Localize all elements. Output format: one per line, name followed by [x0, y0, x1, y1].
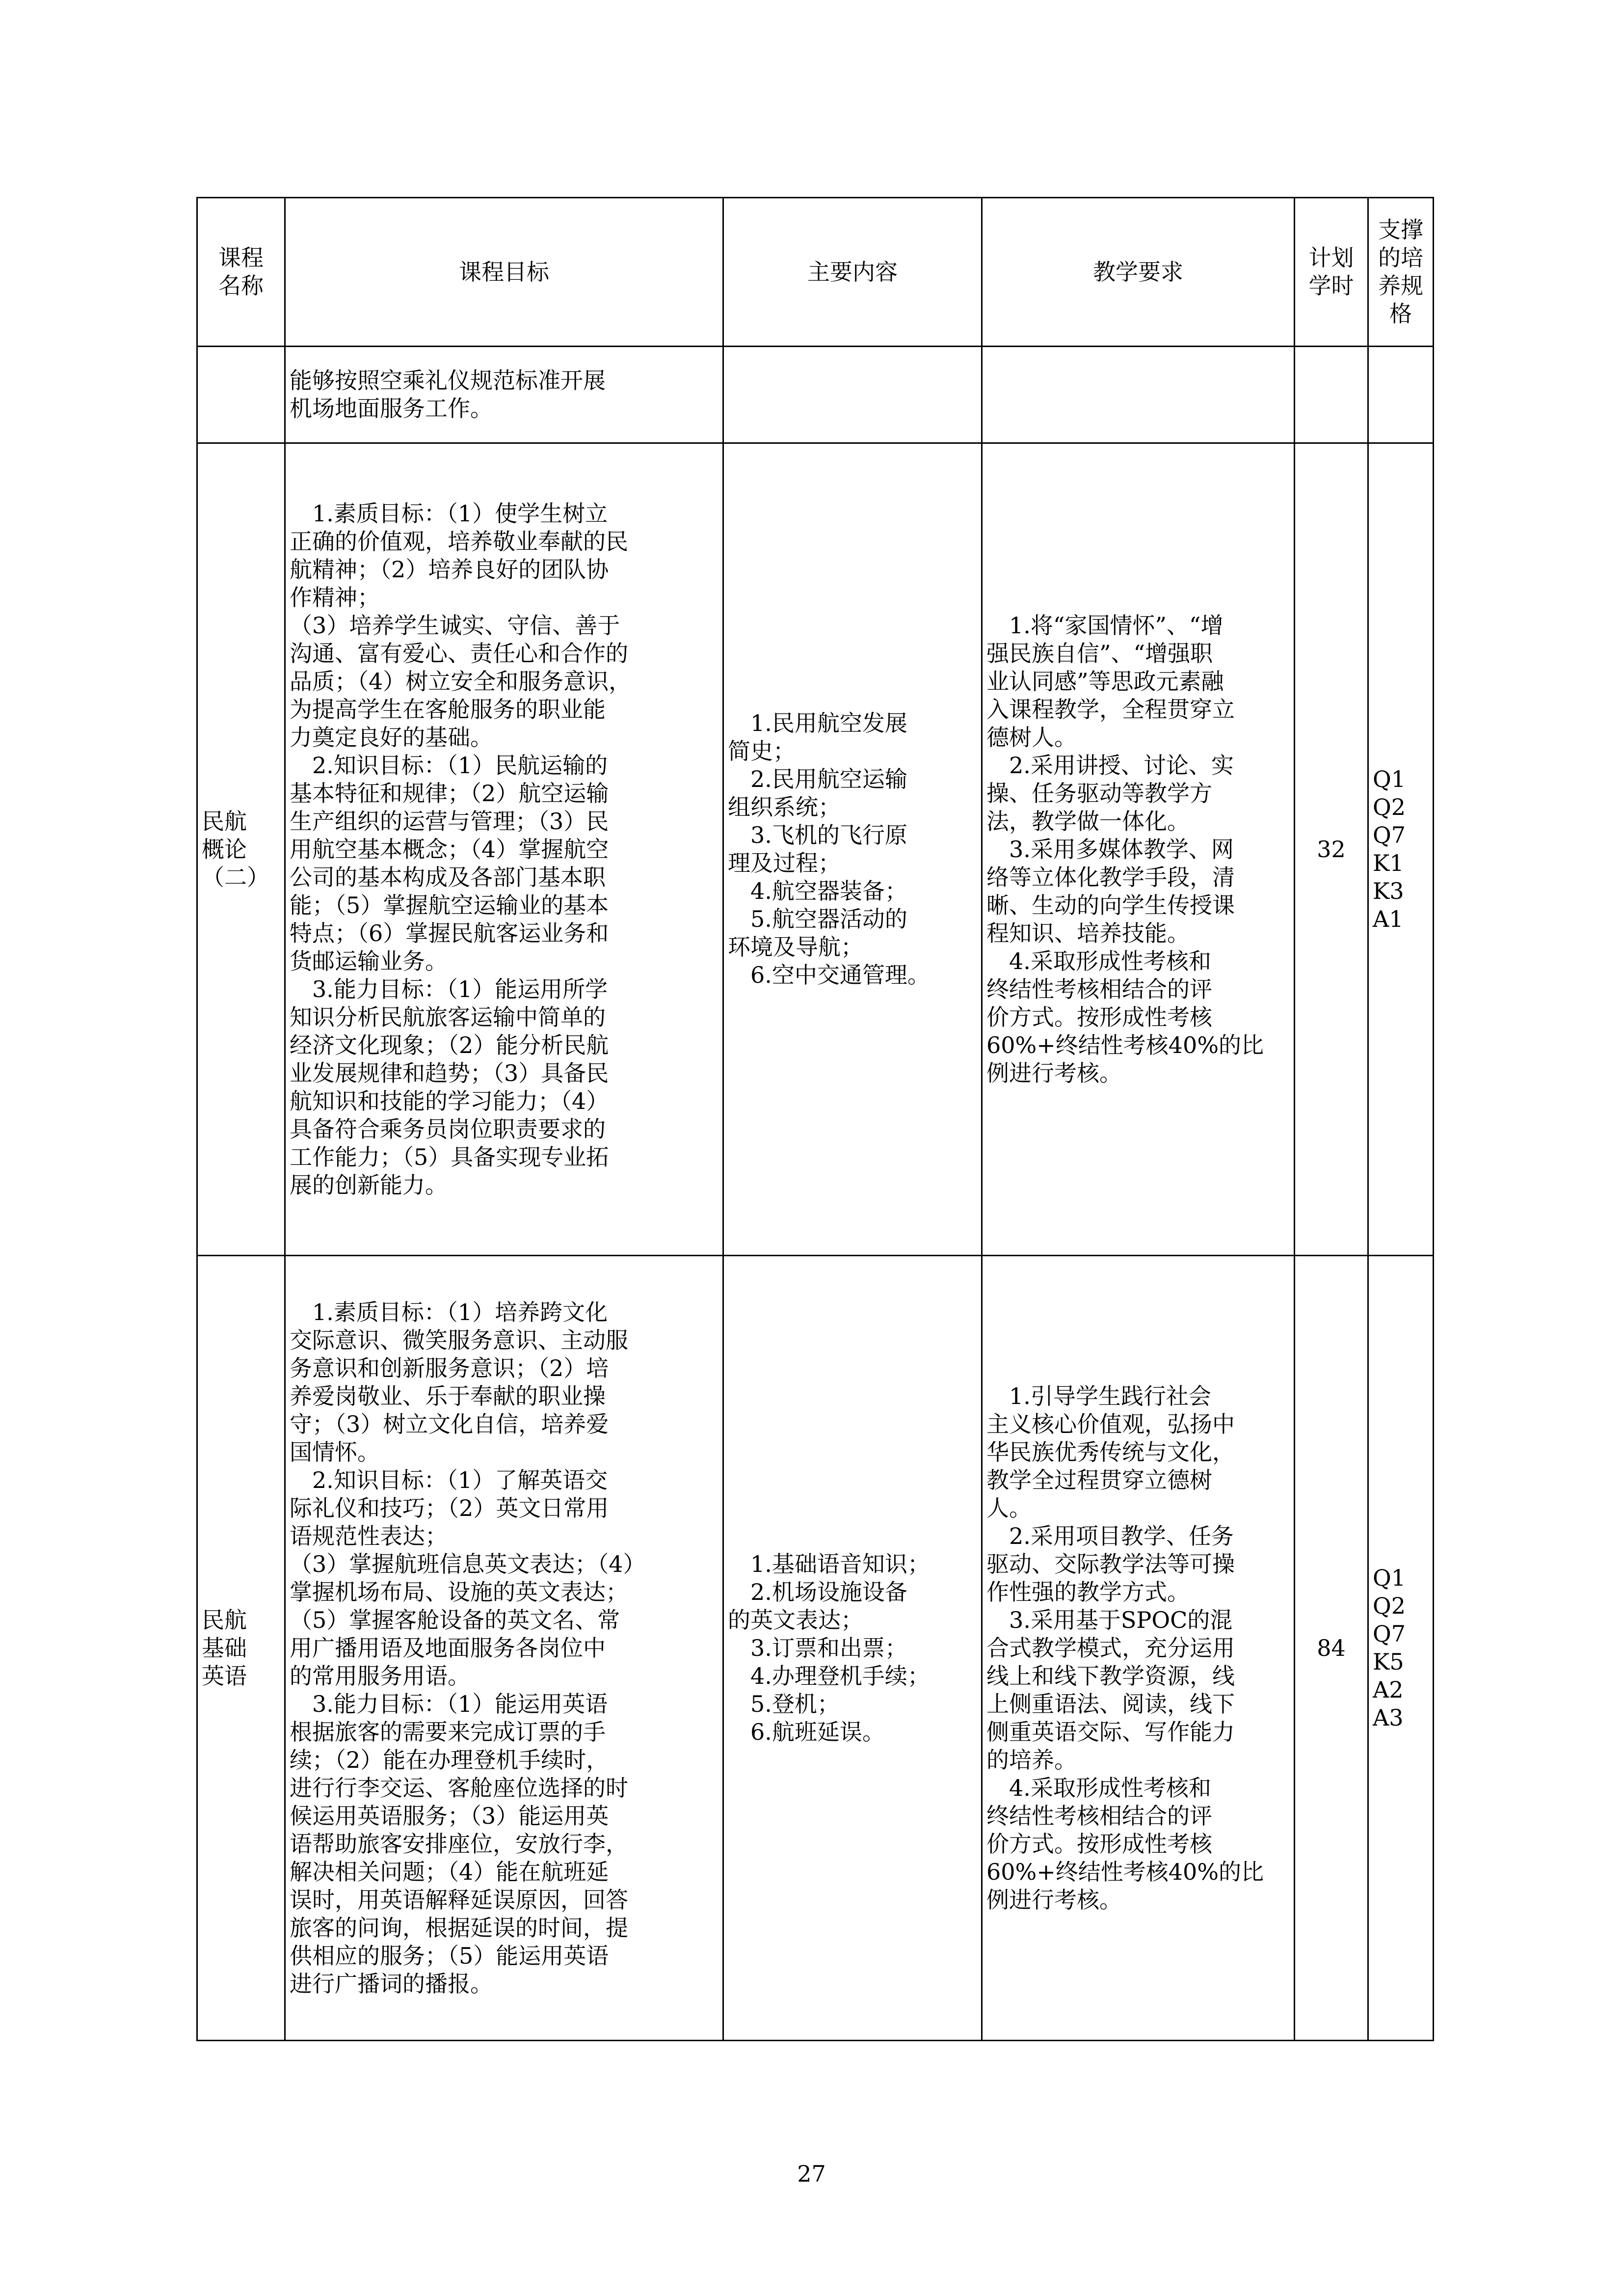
course-goal-cell: 1.素质目标：（1）使学生树立 正确的价值观，培养敬业奉献的民 航精神；（2）培养良好的团队协 作精神； （3）培养学生诚实、守信、善于 沟通、富有爱心、责任心和合作的 品质；（4）树立安全和服务意识， 为提高学生在客舱服务的职业能 力奠定良好的基础。 2.知识目标：（1）民航运输的 基本特征和规律；（2）航空运输 生产组织的运营与管理；（3）民 用航空基本概念；（4）掌握航空 公司的基本构成及各部门基本职 能；（5）掌握航空运输业的基本 特点；（6）掌握民航客运业务和 货邮运输业务。 3.能力目标：（1）能运用所学 知识分析民航旅客运输中简单的 经济文化现象；（2）能分析民航 业发展规律和趋势；（3）具备民 航知识和技能的学习能力；（4） 具备符合乘务员岗位职责要求的 工作能力；（5）具备实现专业拓 展的创新能力。	[285, 443, 723, 1256]
course-name-cell: 民航 概论 （二）	[197, 443, 285, 1256]
continuation-row	[197, 347, 1434, 443]
header-row	[197, 198, 1434, 347]
course-name-cell: 民航 基础 英语	[197, 1256, 285, 2041]
supported-specs-cell: Q1 Q2 Q7 K5 A2 A3	[1368, 1256, 1434, 2041]
curriculum-table	[196, 197, 1434, 2041]
planned-hours-cell: 84	[1295, 1256, 1368, 2041]
header-supported-specs: 支撑 的培 养规 格	[1368, 198, 1434, 347]
continuation-content-cell	[723, 347, 982, 443]
header-teaching-requirements: 教学要求	[982, 198, 1295, 347]
teaching-requirements-cell: 1.将“家国情怀”、“增 强民族自信”、“增强职 业认同感”等思政元素融 入课程教学，全程贯穿立 德树人。 2.采用讲授、讨论、实 操、任务驱动等教学方 法，教学做一体化。 3.采用多媒体教学、网 络等立体化教学手段，清 晰、生动的向学生传授课 程知识、培养技能。 4.采取形成性考核和 终结性考核相结合的评 价方式。按形成性考核 60%+终结性考核40%的比 例进行考核。	[982, 443, 1295, 1256]
planned-hours-cell: 32	[1295, 443, 1368, 1256]
header-planned-hours: 计划 学时	[1295, 198, 1368, 347]
continuation-hours-cell	[1295, 347, 1368, 443]
continuation-specs-cell	[1368, 347, 1434, 443]
main-content-cell: 1.基础语音知识； 2.机场设施设备 的英文表达； 3.订票和出票； 4.办理登机手续； 5.登机； 6.航班延误。	[723, 1256, 982, 2041]
page-number: 27	[797, 2161, 826, 2187]
header-course-goal: 课程目标	[285, 198, 723, 347]
continuation-requirements-cell	[982, 347, 1295, 443]
course-goal-cell: 1.素质目标：（1）培养跨文化 交际意识、微笑服务意识、主动服 务意识和创新服务意识；（2）培 养爱岗敬业、乐于奉献的职业操 守；（3）树立文化自信，培养爱 国情怀。 2.知识目标：（1）了解英语交 际礼仪和技巧；（2）英文日常用 语规范性表达； （3）掌握航班信息英文表达；（4） 掌握机场布局、设施的英文表达； （5）掌握客舱设备的英文名、常 用广播用语及地面服务各岗位中 的常用服务用语。 3.能力目标：（1）能运用英语 根据旅客的需要来完成订票的手 续；（2）能在办理登机手续时， 进行行李交运、客舱座位选择的时 候运用英语服务；（3）能运用英 语帮助旅客安排座位，安放行李， 解决相关问题；（4）能在航班延 误时，用英语解释延误原因，回答 旅客的问询，根据延误的时间，提 供相应的服务；（5）能运用英语 进行广播词的播报。	[285, 1256, 723, 2041]
continuation-goal-cell: 能够按照空乘礼仪规范标准开展 机场地面服务工作。	[285, 347, 723, 443]
continuation-name-cell	[197, 347, 285, 443]
table-row	[197, 443, 1434, 1256]
table-row	[197, 1256, 1434, 2041]
main-content-cell: 1.民用航空发展 简史； 2.民用航空运输 组织系统； 3.飞机的飞行原 理及过程； 4.航空器装备； 5.航空器活动的 环境及导航； 6.空中交通管理。	[723, 443, 982, 1256]
supported-specs-cell: Q1 Q2 Q7 K1 K3 A1	[1368, 443, 1434, 1256]
teaching-requirements-cell: 1.引导学生践行社会 主义核心价值观，弘扬中 华民族优秀传统与文化， 教学全过程贯穿立德树 人。 2.采用项目教学、任务 驱动、交际教学法等可操 作性强的教学方式。 3.采用基于SPOC的混 合式教学模式，充分运用 线上和线下教学资源，线 上侧重语法、阅读，线下 侧重英语交际、写作能力 的培养。 4.采取形成性考核和 终结性考核相结合的评 价方式。按形成性考核 60%+终结性考核40%的比 例进行考核。	[982, 1256, 1295, 2041]
header-course-name: 课程 名称	[197, 198, 285, 347]
header-main-content: 主要内容	[723, 198, 982, 347]
